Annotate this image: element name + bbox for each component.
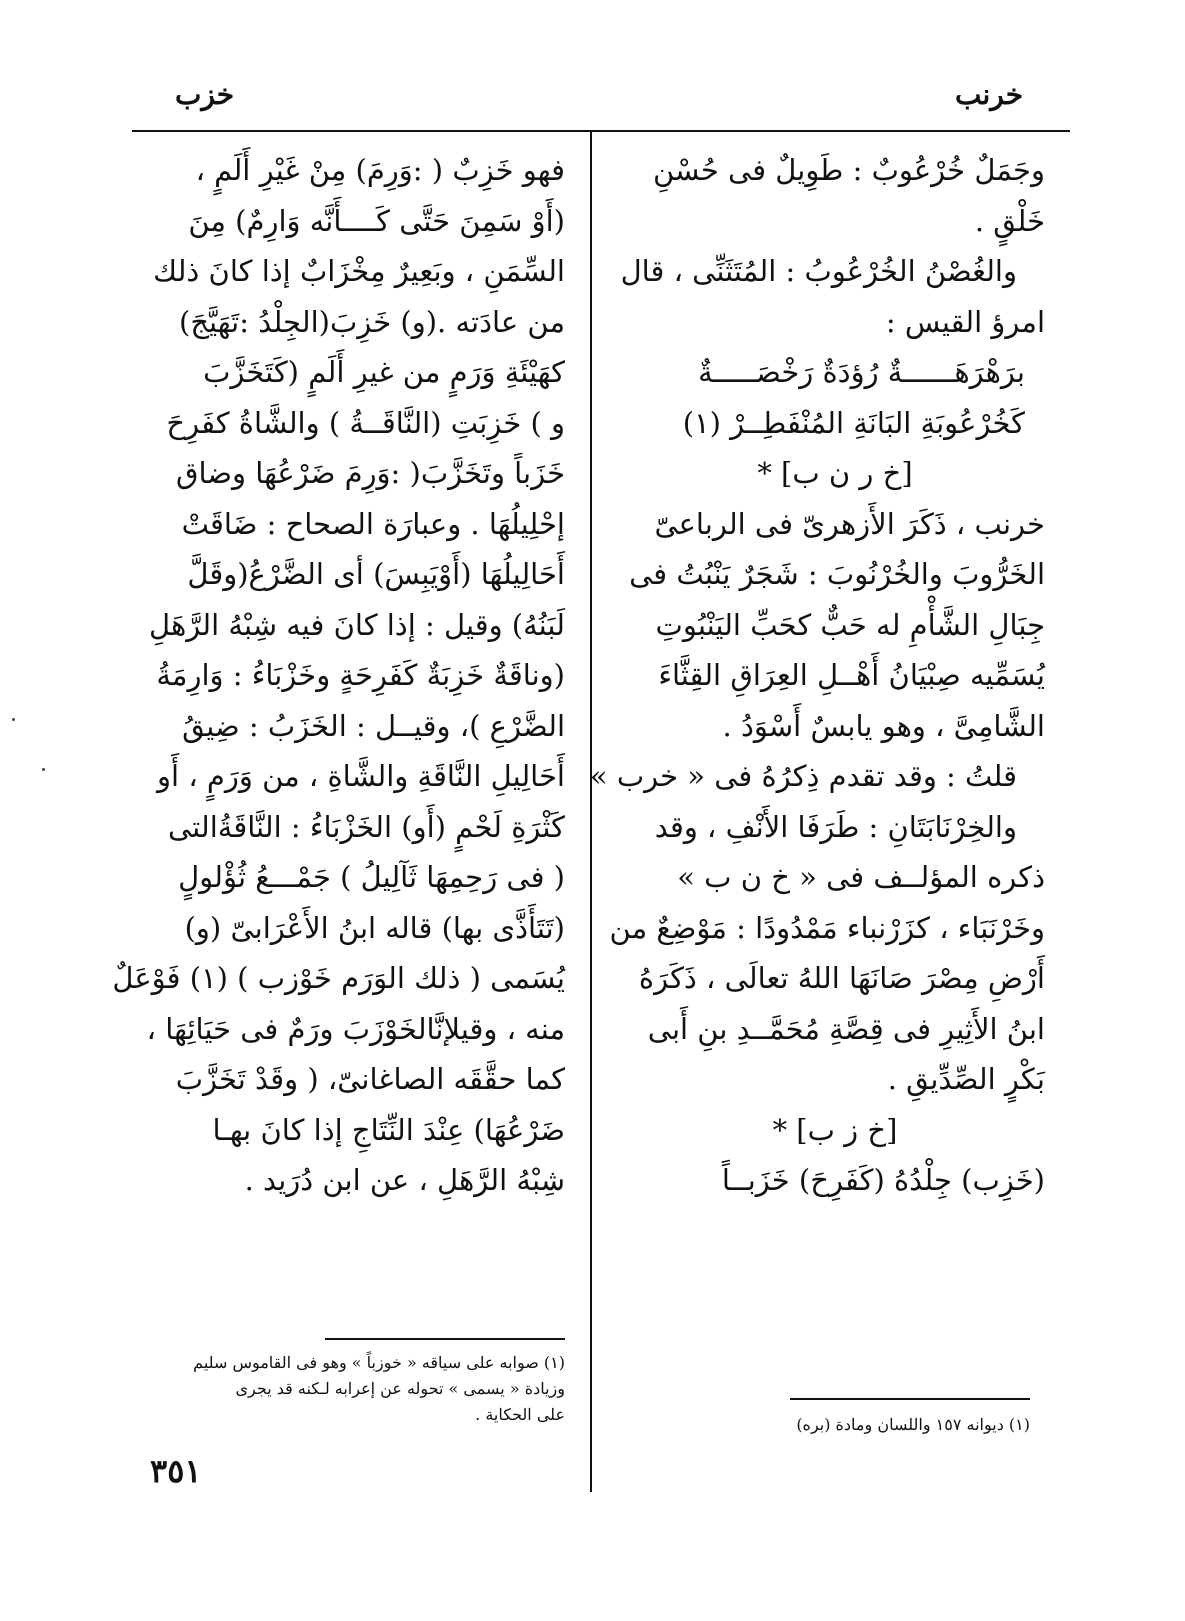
footnote-line: على الحكاية . (475, 1405, 565, 1424)
left-headword: خزب (175, 78, 235, 111)
text-line: كما حقَّقَه الصاغانىّ، ( وقَدْ تَخَزَّبَ (175, 1062, 565, 1096)
text-line: وخَرْنَبَاء ، كزَرْنباء مَمْدُودًا : مَوْضِعٌ من (609, 910, 1045, 945)
text-line: فهو خَزِبٌ ( :وَرِمَ) مِنْ غَيْرِ أَلَمٍ ، (195, 153, 565, 187)
text-line: أَحَالِيلِ النَّاقَةِ والشَّاةِ ، من وَرَمٍ ، أَو (157, 759, 565, 793)
footnote-right (700, 1412, 1030, 1438)
text-line: والخِرْنَابَتَانِ : طَرَفَا الأَنْفِ ، وقد (654, 809, 1017, 844)
text-line: من عادَته .(و) خَزِبَ(الجِلْدُ :تَهَيَّجَ) (179, 304, 565, 339)
text-line: (وناقَةٌ خَزِبَةٌ كَفَرِحَةٍ وخَزْبَاءُ : وَارِمَةُ (156, 658, 565, 692)
text-line: إحْلِيلُهَا . وعبارَة الصحاح : ضَاقَتْ (181, 506, 565, 541)
text-line: (خَزِب) جِلْدُهُ (كَفَرِحَ) خَزَبــاً (721, 1163, 1045, 1197)
page-header (0, 70, 1185, 130)
left-column (112, 145, 565, 1206)
text-line: و ) خَزِبَتِ (النَّاقَــةُ ) والشَّاةُ كفَرِحَ (166, 405, 565, 440)
text-line: امرؤ القيس : (885, 304, 1045, 339)
text-line: يُسَمى ( ذلك الوَرَم خَوْزب ) (١) فَوْعَلٌ (112, 961, 565, 995)
text-line: خَزَباً وتَخَزَّبَ( :وَرِمَ ضَرْعُهَا وضاق (176, 456, 565, 490)
text-line: شِبْهُ الرَّهَلِ ، عن ابن دُرَيد . (244, 1163, 565, 1197)
scan-speck (12, 718, 15, 721)
text-line: خَلْقٍ . (974, 203, 1045, 238)
footnote-rule-left (325, 1338, 565, 1340)
column-divider (590, 132, 592, 1492)
scan-speck (42, 768, 45, 771)
poem-line: كَخُرْعُوبَةِ البَانَةِ المُنْفَطِــرْ (١) (682, 405, 1025, 440)
footnote-left (135, 1350, 565, 1428)
text-line: يُسَمِّيه صِبْيَانُ أَهْــلِ العِرَاقِ القِثَّاءَ (658, 658, 1045, 692)
footnote-rule-right (790, 1398, 1030, 1400)
text-line: السِّمَنِ ، وبَعِيرٌ مِخْزَابٌ إذا كانَ ذلك (153, 254, 565, 288)
text-line: خرنب ، ذَكَرَ الأَزهرىّ فى الرباعىّ (654, 506, 1045, 541)
text-line: أَحَالِيلُهَا (أَوْيَبِسَ) أى الضَّرْعُ(وقَلَّ (187, 557, 565, 591)
text-line: (تَتَأَذَّى بها) قاله ابنُ الأَعْرَابىّ (و) (184, 910, 565, 945)
text-line: قلتُ : وقد تقدم ذِكرُهُ فى « خرب » (589, 759, 1017, 793)
text-line: ضَرْعُهَا) عِنْدَ النِّتَاجِ إذا كانَ بهـا (212, 1112, 565, 1147)
text-line: بَكْرٍ الصِّدِّيقِ . (887, 1062, 1045, 1096)
entry-heading: [خ ر ن ب] * (757, 456, 913, 490)
poem-line: برَهْرَهَــــــةٌ رُؤدَةٌ رَخْصَـــــةٌ (698, 355, 1025, 389)
text-line: جِبَالِ الشَّأْمِ له حَبٌّ كحَبِّ اليَنْبُوتِ (655, 607, 1045, 642)
text-line: كهَيْئَةِ وَرَمٍ من غيرِ أَلَمٍ (كَتَخَزَّبَ (203, 355, 565, 389)
header-rule (132, 130, 1070, 132)
text-line: (أَوْ سَمِنَ حَتَّى كَــــأَنَّه وَارِمٌ) مِنَ (188, 203, 565, 238)
right-column (589, 145, 1045, 1206)
text-line: كَثْرَةِ لَحْمٍ (أَو) الخَزْبَاءُ : النَّاقَةُالتى (167, 809, 565, 844)
text-line: وجَمَلٌ خُرْعُوبٌ : طَوِيلٌ فى حُسْنِ (652, 153, 1045, 187)
text-line: أَرْضِ مِصْرَ صَانَهَا اللهُ تعالَى ، ذَكَرَهُ (638, 961, 1045, 995)
right-headword: خرنب (955, 78, 1024, 111)
text-line: الخَرُّوبَ والخُرْنُوبَ : شَجَرٌ يَنْبُتُ فى (629, 557, 1045, 591)
text-line: لَبَنُهُ) وقيل : إذا كانَ فيه شِبْهُ الرَّهَلِ (149, 607, 565, 642)
text-line: ذكره المؤلــف فى « خ ن ب » (677, 860, 1045, 894)
entry-heading: [خ ز ب] * (772, 1112, 898, 1147)
text-line: والغُصْنُ الخُرْعُوبُ : المُتَثَنِّى ، قال (620, 254, 1017, 288)
text-line: الضَّرْعِ )، وقيــل : الخَزَبُ : ضِيقُ (182, 708, 565, 743)
text-line: الشَّامِىَّ ، وهو يابسٌ أَسْوَدُ . (722, 708, 1045, 743)
text-line: منه ، وقيلإنَّالخَوْزَبَ ورَمٌ فى حَيَائِهَا ، (146, 1011, 565, 1046)
text-line: ( فى رَحِمِهَا ثَآلِيلُ ) جَمْـــعُ ثُؤْلولٍ (178, 860, 565, 894)
footnote-line: وزيادة « يسمى » تحوله عن إعرابه لـكنه قد يجرى (235, 1379, 565, 1398)
footnote-line: (١) ديوانه ١٥٧ واللسان ومادة (بره) (796, 1415, 1030, 1434)
page-number: ٣٥١ (150, 1452, 202, 1490)
text-line: ابنُ الأَثِيرِ فى قِصَّةِ مُحَمَّــدِ بنِ أَبى (647, 1011, 1045, 1046)
footnote-line: (١) صوابه على سياقه « خوزباً » وهو فى القاموس سليم (193, 1353, 565, 1372)
